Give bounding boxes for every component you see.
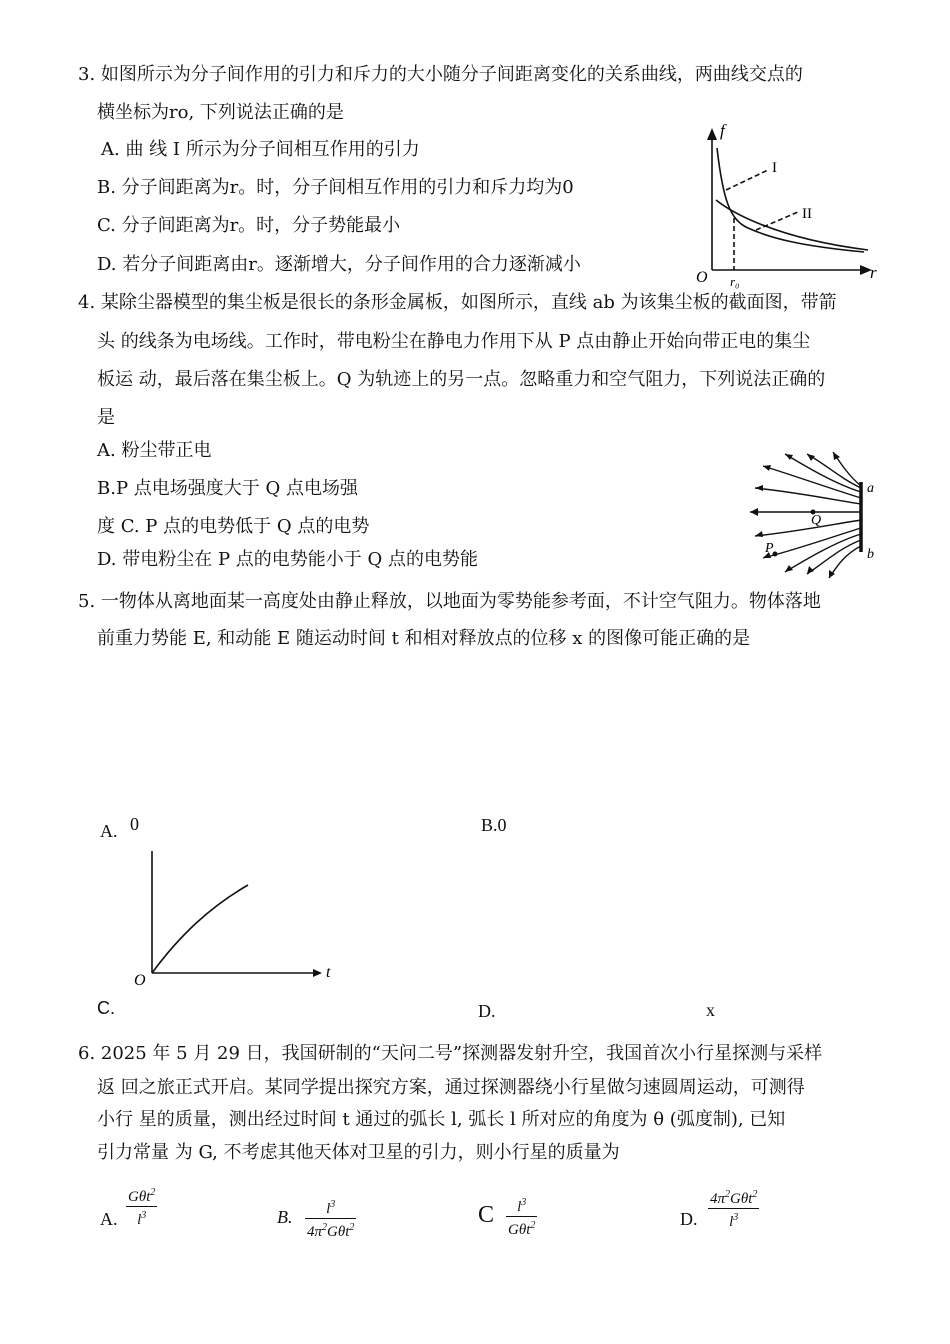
q3-axis-f-label: f: [720, 121, 725, 140]
q3-curve-label-1: I: [772, 160, 777, 176]
q6-option-a-label: A.: [100, 1209, 118, 1229]
q5-option-a-graph: [130, 845, 350, 995]
q3-curve-label-2: II: [802, 206, 812, 222]
q5-option-a-zero: 0: [130, 814, 139, 834]
q3-axis-r-label: r: [870, 263, 877, 282]
q6-stem-line2: 返 回之旅正式开启。某同学提出探究方案，通过探测器绕小行星做匀速圆周运动，可测得: [97, 1077, 805, 1098]
q4-option-b: B.P 点电场强度大于 Q 点电场强: [97, 478, 358, 499]
q4-electric-field-figure: [745, 448, 895, 598]
q6-option-c-label: C: [478, 1202, 495, 1228]
q5-option-a-label: A.: [100, 821, 118, 841]
q3-option-a: A. 曲 线 I 所示为分子间相互作用的引力: [101, 139, 420, 160]
q4-label-a: a: [867, 481, 874, 496]
q6-option-b-label: B.: [277, 1207, 293, 1227]
q5-graph-origin: O: [134, 972, 146, 989]
q6-stem-line1: 6. 2025 年 5 月 29 日，我国研制的“天问二号”探测器发射升空，我国首次小行星探测与采样: [78, 1043, 823, 1064]
q4-option-a: A. 粉尘带正电: [97, 440, 212, 461]
q6-option-b-fraction: $l^3$ $4\pi^2G\theta t^2$: [305, 1196, 356, 1241]
q3-force-curve-figure: [690, 120, 890, 290]
q5-stem-line1: 5. 一物体从离地面某一高度处由静止释放，以地面为零势能参考面，不计空气阻力。物体落地: [78, 591, 821, 612]
q3-r0-label: r₀: [730, 274, 740, 289]
q5-graph-t-label: t: [326, 964, 331, 981]
q6-option-d-label: D.: [680, 1209, 698, 1229]
q4-stem-line4: 是: [97, 407, 115, 428]
q3-origin-label: O: [696, 269, 708, 286]
q5-option-d-x: x: [706, 1000, 715, 1020]
q4-label-p: P: [765, 541, 774, 556]
q4-option-d: D. 带电粉尘在 P 点的电势能小于 Q 点的电势能: [97, 549, 478, 570]
q6-stem-line4: 引力常量 为 G, 不考虑其他天体对卫星的引力，则小行星的质量为: [97, 1142, 620, 1163]
q5-option-c-label: C.: [97, 998, 115, 1018]
q4-option-b-c: 度 C. P 点的电势低于 Q 点的电势: [97, 516, 370, 537]
q4-label-q: Q: [811, 513, 822, 528]
q4-stem-line1: 4. 某除尘器模型的集尘板是很长的条形金属板，如图所示，直线 ab 为该集尘板的截面图，带箭: [78, 292, 837, 313]
q6-option-d-fraction: $4\pi^2G\theta t^2$ $l^3$: [708, 1186, 759, 1231]
q6-stem-line3: 小行 星的质量，测出经过时间 t 通过的弧长 l, 弧长 l 所对应的角度为 θ (弧度制), 已知: [97, 1109, 786, 1130]
q3-option-d: D. 若分子间距离由r。逐渐增大，分子间作用的合力逐渐减小: [97, 254, 581, 275]
q4-stem-line2: 头 的线条为电场线。工作时，带电粉尘在静电力作用下从 P 点由静止开始向带正电的集尘: [97, 331, 811, 352]
q3-option-b: B. 分子间距离为r。时，分子间相互作用的引力和斥力均为0: [97, 177, 574, 198]
q3-option-c: C. 分子间距离为r。时，分子势能最小: [97, 215, 401, 236]
q5-option-d-label: D.: [478, 1001, 496, 1021]
q5-option-b-label: B.0: [481, 815, 507, 835]
q5-stem-line2: 前重力势能 E, 和动能 E 随运动时间 t 和相对释放点的位移 x 的图像可能正确的是: [97, 628, 751, 649]
q3-stem-line1: 3. 如图所示为分子间作用的引力和斥力的大小随分子间距离变化的关系曲线，两曲线交点的: [78, 64, 803, 85]
q4-stem-line3: 板运 动，最后落在集尘板上。Q 为轨迹上的另一点。忽略重力和空气阻力，下列说法正确的: [97, 369, 826, 390]
q3-stem-line2: 横坐标为ro, 下列说法正确的是: [97, 102, 344, 123]
q5-graph-curve: [152, 885, 248, 973]
q6-option-a-fraction: Gθt$^2$ $l^3$: [126, 1184, 157, 1229]
q6-option-c-fraction: $l^3$ Gθt$^2$: [506, 1194, 537, 1239]
q3-curve-repulsion: [717, 148, 864, 252]
q4-label-b: b: [867, 547, 874, 562]
